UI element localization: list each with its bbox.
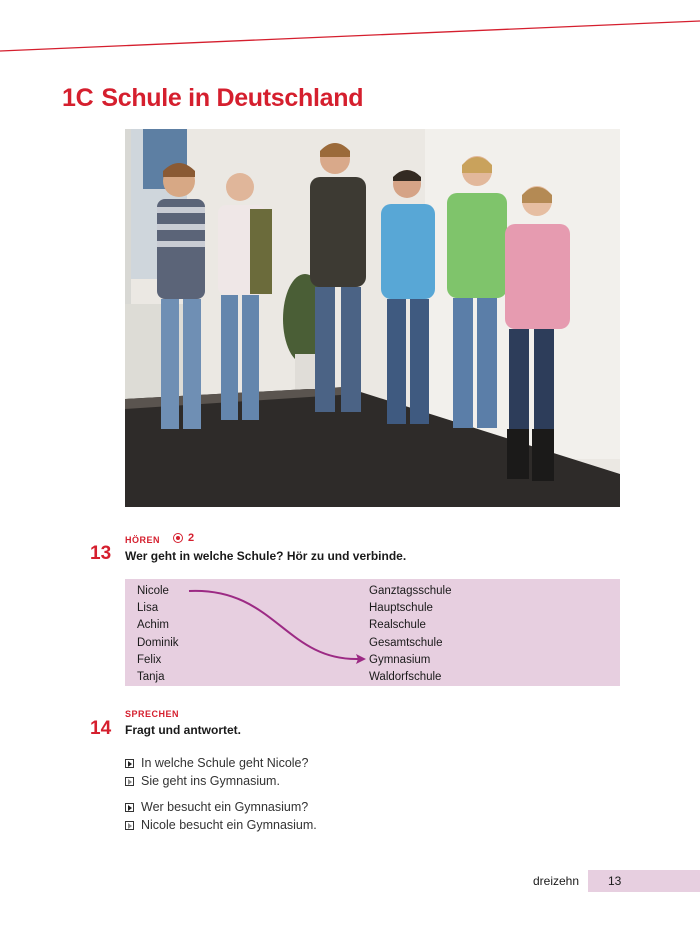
exercise-14-skill: SPRECHEN (125, 709, 180, 719)
skill-label: HÖREN (125, 535, 161, 545)
exercise-instruction: Wer geht in welche Schule? Hör zu und verbinde. (125, 549, 407, 563)
school-item[interactable]: Waldorfschule (369, 670, 442, 683)
name-item[interactable]: Felix (137, 653, 162, 666)
chapter-code: 1C (62, 84, 94, 112)
chapter-title-text: Schule in Deutschland (101, 84, 364, 112)
school-item[interactable]: Gesamtschule (369, 636, 443, 649)
header-rule (0, 0, 700, 60)
answer-text: Nicole besucht ein Gymnasium. (141, 818, 317, 832)
audio-track[interactable] (173, 532, 195, 544)
audio-track-number: 2 (188, 532, 195, 544)
dialogue-question (125, 798, 317, 816)
question-text: Wer besucht ein Gymnasium? (141, 800, 309, 814)
exercise-number: 13 (90, 543, 112, 564)
dialogue-answer (125, 772, 317, 790)
speaker-b-icon (125, 777, 134, 786)
school-item[interactable]: Ganztagsschule (369, 585, 452, 597)
name-item[interactable]: Nicole (137, 585, 169, 597)
school-item[interactable]: Realschule (369, 619, 426, 632)
example-match-arrow (125, 579, 620, 686)
students-photo (125, 129, 620, 507)
page-number-word: dreizehn (533, 874, 580, 888)
exercise-instruction: Fragt und antwortet. (125, 723, 241, 737)
dialogue-question (125, 754, 317, 772)
exercise-number: 14 (90, 718, 112, 739)
speaker-a-icon (125, 803, 134, 812)
name-item[interactable]: Tanja (137, 670, 165, 683)
school-item[interactable]: Gymnasium (369, 653, 431, 666)
name-item[interactable]: Dominik (137, 636, 179, 649)
matching-box (125, 579, 620, 686)
dialogue-answer (125, 816, 317, 834)
name-item[interactable]: Achim (137, 619, 169, 632)
school-item[interactable]: Hauptschule (369, 602, 433, 615)
speaker-a-icon (125, 759, 134, 768)
page-title (62, 84, 363, 113)
page-number-bar (588, 870, 700, 892)
name-item[interactable]: Lisa (137, 602, 159, 615)
audio-cd-icon (173, 533, 183, 543)
question-text: In welche Schule geht Nicole? (141, 756, 309, 770)
page-number: 13 (608, 874, 622, 888)
dialogue-examples (125, 754, 317, 834)
speaker-b-icon (125, 821, 134, 830)
answer-text: Sie geht ins Gymnasium. (141, 774, 280, 788)
exercise-13-skill (125, 532, 195, 545)
